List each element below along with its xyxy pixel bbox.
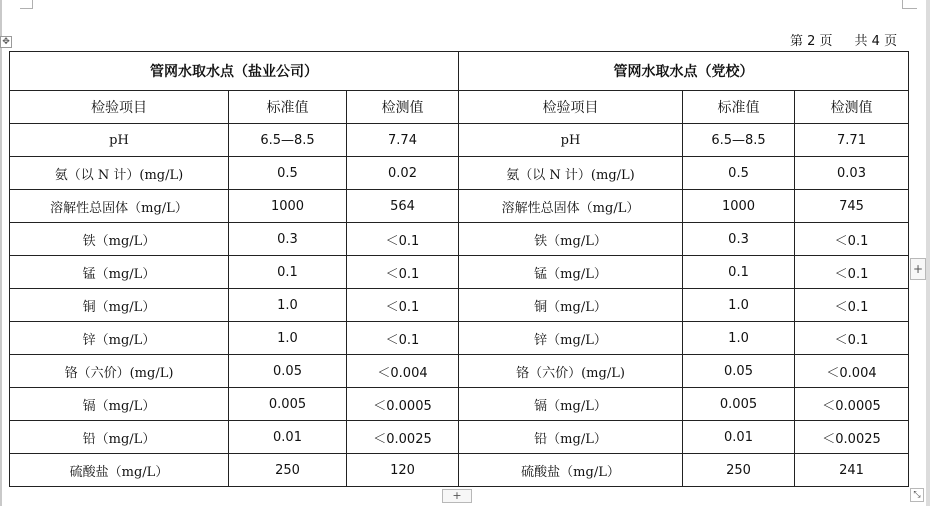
left-header-measured[interactable]: 检测值 bbox=[347, 91, 459, 124]
table-title-row bbox=[10, 52, 909, 91]
right-item-cell[interactable]: pH bbox=[459, 124, 683, 157]
left-value-cell[interactable]: ＜0.1 bbox=[347, 256, 459, 289]
right-standard-cell[interactable]: 0.05 bbox=[683, 355, 795, 388]
right-standard-cell[interactable]: 1000 bbox=[683, 190, 795, 223]
table-row bbox=[10, 190, 909, 223]
right-value-cell[interactable]: ＜0.1 bbox=[795, 289, 909, 322]
left-value-cell[interactable]: 564 bbox=[347, 190, 459, 223]
right-item-cell[interactable]: 锌（mg/L） bbox=[459, 322, 683, 355]
left-item-cell[interactable]: 锌（mg/L） bbox=[10, 322, 229, 355]
right-header-measured[interactable]: 检测值 bbox=[795, 91, 909, 124]
left-header-item[interactable]: 检验项目 bbox=[10, 91, 229, 124]
table-row bbox=[10, 289, 909, 322]
right-standard-cell[interactable]: 0.5 bbox=[683, 157, 795, 190]
right-header-item[interactable]: 检验项目 bbox=[459, 91, 683, 124]
left-item-cell[interactable]: 铁（mg/L） bbox=[10, 223, 229, 256]
table-row bbox=[10, 124, 909, 157]
table-row bbox=[10, 388, 909, 421]
right-standard-cell[interactable]: 250 bbox=[683, 454, 795, 487]
page-total: 共 4 页 bbox=[854, 34, 898, 49]
table-row bbox=[10, 322, 909, 355]
left-standard-cell[interactable]: 0.05 bbox=[229, 355, 347, 388]
right-value-cell[interactable]: ＜0.1 bbox=[795, 322, 909, 355]
margin-corner-mark-right bbox=[902, 0, 917, 9]
margin-corner-mark-left bbox=[20, 0, 33, 9]
table-row bbox=[10, 355, 909, 388]
right-item-cell[interactable]: 溶解性总固体（mg/L） bbox=[459, 190, 683, 223]
table-row bbox=[10, 256, 909, 289]
table-row bbox=[10, 421, 909, 454]
left-value-cell[interactable]: 120 bbox=[347, 454, 459, 487]
left-value-cell[interactable]: ＜0.1 bbox=[347, 223, 459, 256]
right-standard-cell[interactable]: 0.1 bbox=[683, 256, 795, 289]
left-value-cell[interactable]: ＜0.1 bbox=[347, 289, 459, 322]
right-header-standard[interactable]: 标准值 bbox=[683, 91, 795, 124]
right-standard-cell[interactable]: 6.5—8.5 bbox=[683, 124, 795, 157]
right-value-cell[interactable]: ＜0.0005 bbox=[795, 388, 909, 421]
right-standard-cell[interactable]: 0.3 bbox=[683, 223, 795, 256]
left-item-cell[interactable]: 溶解性总固体（mg/L） bbox=[10, 190, 229, 223]
left-value-cell[interactable]: 0.02 bbox=[347, 157, 459, 190]
right-standard-cell[interactable]: 1.0 bbox=[683, 322, 795, 355]
left-item-cell[interactable]: 氨（以 N 计）(mg/L) bbox=[10, 157, 229, 190]
left-item-cell[interactable]: 镉（mg/L） bbox=[10, 388, 229, 421]
left-value-cell[interactable]: ＜0.004 bbox=[347, 355, 459, 388]
table-row bbox=[10, 223, 909, 256]
right-value-cell[interactable]: ＜0.1 bbox=[795, 256, 909, 289]
right-value-cell[interactable]: ＜0.1 bbox=[795, 223, 909, 256]
left-standard-cell[interactable]: 0.3 bbox=[229, 223, 347, 256]
table-row bbox=[10, 454, 909, 487]
page-edge-right bbox=[926, 0, 930, 506]
right-value-cell[interactable]: ＜0.0025 bbox=[795, 421, 909, 454]
right-item-cell[interactable]: 硫酸盐（mg/L） bbox=[459, 454, 683, 487]
left-item-cell[interactable]: pH bbox=[10, 124, 229, 157]
page-current: 第 2 页 bbox=[790, 34, 833, 49]
right-value-cell[interactable]: 7.71 bbox=[795, 124, 909, 157]
table-move-icon[interactable]: ✥ bbox=[0, 36, 12, 48]
left-standard-cell[interactable]: 0.01 bbox=[229, 421, 347, 454]
right-value-cell[interactable]: 241 bbox=[795, 454, 909, 487]
left-header-standard[interactable]: 标准值 bbox=[229, 91, 347, 124]
right-item-cell[interactable]: 铬（六价）(mg/L) bbox=[459, 355, 683, 388]
right-item-cell[interactable]: 氨（以 N 计）(mg/L) bbox=[459, 157, 683, 190]
left-site-title[interactable]: 管网水取水点（盐业公司） bbox=[10, 52, 459, 91]
left-value-cell[interactable]: ＜0.0005 bbox=[347, 388, 459, 421]
left-standard-cell[interactable]: 0.1 bbox=[229, 256, 347, 289]
right-item-cell[interactable]: 铜（mg/L） bbox=[459, 289, 683, 322]
left-standard-cell[interactable]: 1.0 bbox=[229, 322, 347, 355]
left-standard-cell[interactable]: 1000 bbox=[229, 190, 347, 223]
right-value-cell[interactable]: ＜0.004 bbox=[795, 355, 909, 388]
table-resize-icon[interactable]: ⤡ bbox=[910, 488, 924, 502]
right-item-cell[interactable]: 铁（mg/L） bbox=[459, 223, 683, 256]
right-item-cell[interactable]: 锰（mg/L） bbox=[459, 256, 683, 289]
table-row bbox=[10, 157, 909, 190]
left-item-cell[interactable]: 锰（mg/L） bbox=[10, 256, 229, 289]
left-item-cell[interactable]: 铅（mg/L） bbox=[10, 421, 229, 454]
left-value-cell[interactable]: ＜0.0025 bbox=[347, 421, 459, 454]
left-value-cell[interactable]: 7.74 bbox=[347, 124, 459, 157]
right-standard-cell[interactable]: 0.005 bbox=[683, 388, 795, 421]
right-standard-cell[interactable]: 1.0 bbox=[683, 289, 795, 322]
right-item-cell[interactable]: 铅（mg/L） bbox=[459, 421, 683, 454]
left-item-cell[interactable]: 铜（mg/L） bbox=[10, 289, 229, 322]
left-item-cell[interactable]: 硫酸盐（mg/L） bbox=[10, 454, 229, 487]
page-edge-left bbox=[0, 0, 2, 506]
right-item-cell[interactable]: 镉（mg/L） bbox=[459, 388, 683, 421]
right-value-cell[interactable]: 0.03 bbox=[795, 157, 909, 190]
right-site-title[interactable]: 管网水取水点（党校） bbox=[459, 52, 909, 91]
left-value-cell[interactable]: ＜0.1 bbox=[347, 322, 459, 355]
left-standard-cell[interactable]: 250 bbox=[229, 454, 347, 487]
left-item-cell[interactable]: 铬（六价）(mg/L) bbox=[10, 355, 229, 388]
add-row-button[interactable]: + bbox=[442, 489, 472, 503]
left-standard-cell[interactable]: 6.5—8.5 bbox=[229, 124, 347, 157]
page-number bbox=[790, 30, 910, 49]
right-standard-cell[interactable]: 0.01 bbox=[683, 421, 795, 454]
water-quality-table bbox=[9, 51, 909, 487]
table-header-row bbox=[10, 91, 909, 124]
left-standard-cell[interactable]: 1.0 bbox=[229, 289, 347, 322]
add-column-button[interactable]: + bbox=[910, 258, 926, 280]
right-value-cell[interactable]: 745 bbox=[795, 190, 909, 223]
left-standard-cell[interactable]: 0.005 bbox=[229, 388, 347, 421]
left-standard-cell[interactable]: 0.5 bbox=[229, 157, 347, 190]
